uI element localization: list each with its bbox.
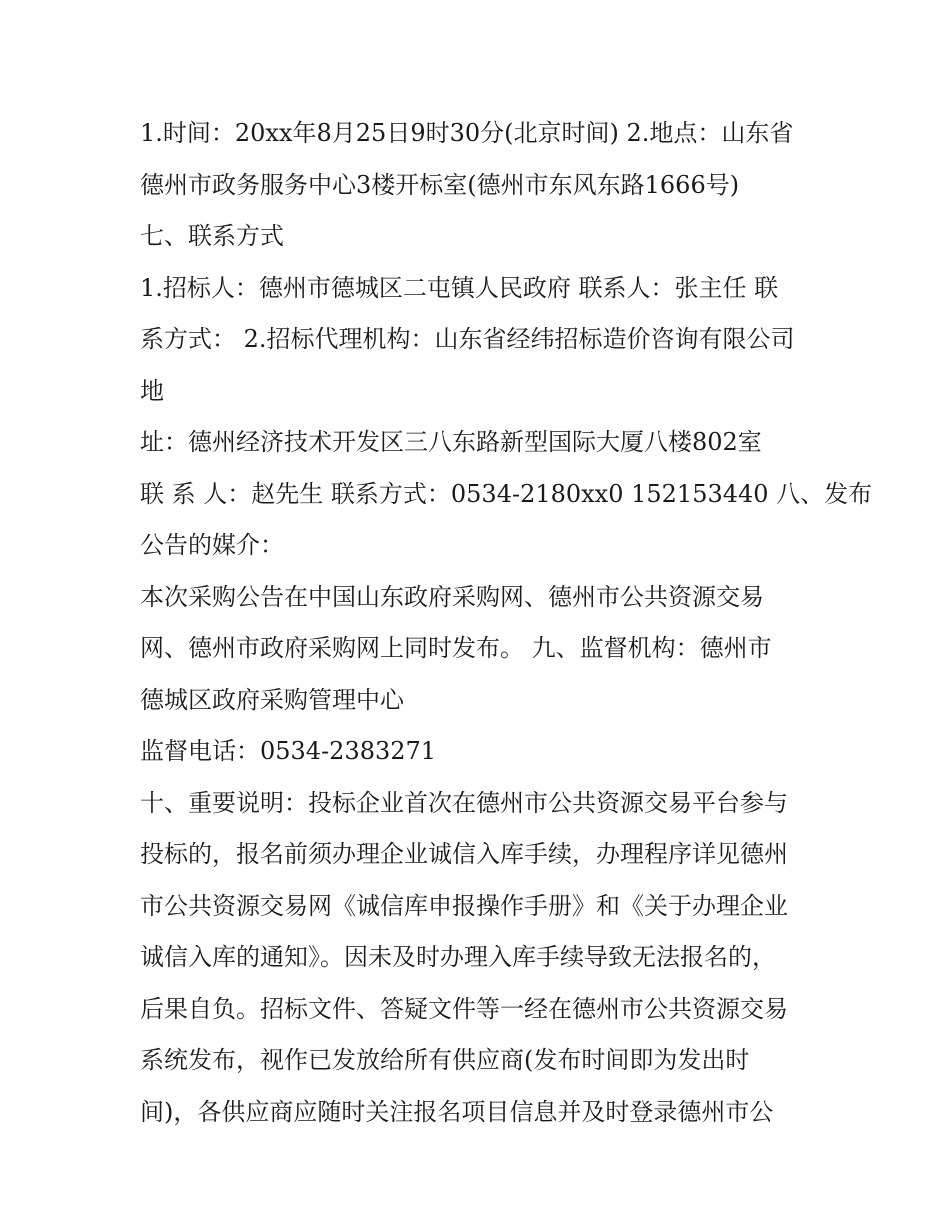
text-line-8: 联 系 人：赵先生 联系方式：0534-2180xx0 152153440 八、发布	[140, 479, 873, 508]
text-line-17: 诚信入库的通知》。因未及时办理入库手续导致无法报名的，	[140, 943, 776, 971]
document-body	[140, 108, 873, 1138]
text-line-13: 监督电话：0534-2383271	[140, 737, 437, 765]
section-heading-contact: 七、联系方式	[140, 222, 284, 250]
text-line-7: 址：德州经济技术开发区三八东路新型国际大厦八楼802室	[140, 428, 762, 456]
text-line-18: 后果自负。招标文件、答疑文件等一经在德州市公共资源交易	[140, 994, 788, 1023]
text-line-15: 投标的，报名前须办理企业诚信入库手续，办理程序详见德州	[140, 840, 788, 868]
text-line-16: 市公共资源交易网《诚信库申报操作手册》和《关于办理企业	[140, 891, 788, 920]
text-line-1: 1.时间：20xx年8月25日9时30分(北京时间) 2.地点：山东省	[140, 119, 794, 147]
text-line-10: 本次采购公告在中国山东政府采购网、德州市公共资源交易	[140, 582, 764, 611]
text-line-5: 系方式： 2.招标代理机构：山东省经纬招标造价咨询有限公司	[140, 325, 795, 353]
text-line-20: 间)，各供应商应随时关注报名项目信息并及时登录德州市公	[140, 1097, 774, 1126]
text-line-14: 十、重要说明：投标企业首次在德州市公共资源交易平台参与	[140, 788, 788, 817]
text-line-9: 公告的媒介：	[140, 531, 284, 559]
text-line-6: 地	[140, 376, 164, 405]
text-line-12: 德城区政府采购管理中心	[140, 685, 404, 714]
text-line-2: 德州市政务服务中心3楼开标室(德州市东风东路1666号)	[140, 170, 740, 199]
text-line-11: 网、德州市政府采购网上同时发布。 九、监督机构：德州市	[140, 634, 772, 662]
text-line-4: 1.招标人：德州市德城区二屯镇人民政府 联系人：张主任 联	[140, 273, 779, 302]
text-line-19: 系统发布，视作已发放给所有供应商(发布时间即为发出时	[140, 1046, 750, 1074]
